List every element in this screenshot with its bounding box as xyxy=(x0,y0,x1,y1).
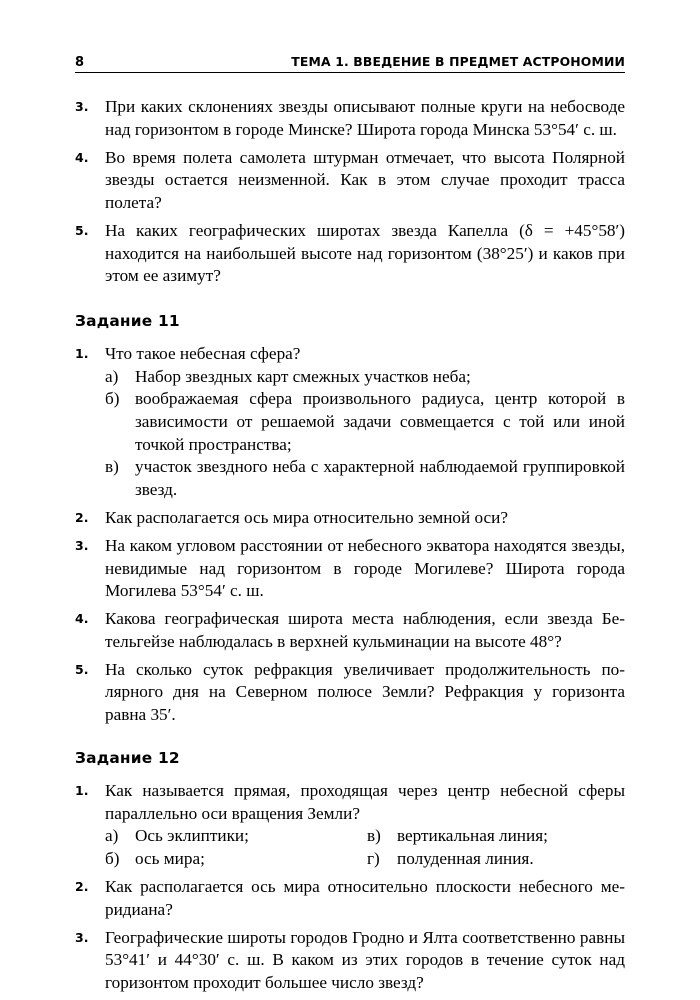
option-item xyxy=(105,456,625,501)
option-text: участок звездного неба с характерной наблюдаемой группировкой звезд. xyxy=(135,457,625,499)
option-list xyxy=(105,366,625,502)
question-item xyxy=(75,220,625,288)
question-number: 2. xyxy=(75,509,89,525)
option-item xyxy=(105,848,367,871)
option-letter: а) xyxy=(105,826,119,846)
question-number: 2. xyxy=(75,878,89,894)
question-item xyxy=(75,659,625,727)
running-head-title: ТЕМА 1. ВВЕДЕНИЕ В ПРЕДМЕТ АСТРОНОМИИ xyxy=(291,54,625,69)
running-head xyxy=(75,56,625,73)
option-text: вертикальная линия; xyxy=(397,826,548,846)
task-heading-12: Задание 12 xyxy=(75,748,180,767)
question-text: Как располагается ось мира относительно земной оси? xyxy=(105,507,509,527)
option-letter: б) xyxy=(105,389,120,409)
question-number: 3. xyxy=(75,929,89,945)
option-item xyxy=(105,825,367,848)
question-text: Как располагается ось мира относительно плоскости небесного меридиана? xyxy=(105,876,625,919)
option-letter: г) xyxy=(367,848,380,868)
question-number: 4. xyxy=(75,149,89,165)
question-text: При каких склонениях звезды описывают полные круги на небосводе над горизонтом в городе Минске? Широта города Минска 53°54′ с. ш. xyxy=(105,97,625,139)
option-text: воображаемая сфера произвольного радиуса, центр которой в зависимости от решаемой задачи совмещается с той или иной точкой пространства; xyxy=(135,389,625,454)
option-text: Ось эклиптики; xyxy=(135,826,249,846)
question-item xyxy=(75,608,625,653)
question-item xyxy=(75,535,625,603)
task-heading-11: Задание 11 xyxy=(75,311,180,330)
question-number: 5. xyxy=(75,222,89,238)
question-number: 3. xyxy=(75,99,89,114)
question-number: 1. xyxy=(75,783,89,799)
question-item xyxy=(75,780,625,870)
option-letter: а) xyxy=(105,366,119,386)
question-number: 5. xyxy=(75,661,89,677)
option-text: полуденная линия. xyxy=(397,848,534,868)
question-item xyxy=(75,876,625,921)
question-list-task-12 xyxy=(75,780,625,994)
question-number: 4. xyxy=(75,611,89,627)
question-number: 3. xyxy=(75,537,89,553)
question-text: Что такое небесная сфера? xyxy=(105,344,301,364)
question-item xyxy=(75,343,625,501)
page-number: 8 xyxy=(75,55,85,70)
option-grid xyxy=(105,825,625,870)
question-item xyxy=(75,507,625,530)
option-item xyxy=(105,366,625,389)
question-text: Географические широты городов Гродно и Ялта соответственно равны 53°41′ и 44°30′ с. ш. В каком из этих городов в течение суток над горизонтом проходит большее число звезд? xyxy=(105,927,625,992)
option-text: ось мира; xyxy=(135,848,205,868)
option-letter: в) xyxy=(367,826,381,846)
question-text: На сколько суток рефракция увеличивает продолжительность полярного дня на Северном полюсе Земли? Рефракция у горизонта равна 35′. xyxy=(105,659,625,725)
question-text: Во время полета самолета штурман отмечает, что высота Полярной звезды остается неизменной. Как в этом случае проходит трасса полета? xyxy=(105,147,625,212)
question-text: На каких географических широтах звезда Капелла (δ = +45°58′) находится на наибольшей высоте над горизонтом (38°25′) и каков при этом ее азимут? xyxy=(105,220,625,286)
question-item xyxy=(75,147,625,215)
option-item xyxy=(105,388,625,456)
question-text: Как называется прямая, проходящая через центр небесной сферы параллельно оси вращения Земли? xyxy=(105,781,625,823)
question-list-task-11 xyxy=(75,343,625,727)
question-item xyxy=(75,927,625,995)
body-column xyxy=(75,96,625,1000)
option-letter: б) xyxy=(105,848,120,868)
question-item xyxy=(75,96,625,141)
question-number: 1. xyxy=(75,346,89,362)
option-text: Набор звездных карт смежных участков неба; xyxy=(135,366,471,386)
question-list-continued xyxy=(75,96,625,288)
question-text: На каком угловом расстоянии от небесного экватора находятся звезды, невидимые над горизонтом в городе Могилеве? Широта города Могилева 53°54′ с. ш. xyxy=(105,535,625,601)
option-letter: в) xyxy=(105,457,119,477)
option-item xyxy=(367,848,625,871)
option-item xyxy=(367,825,625,848)
question-text: Какова географическая широта места наблюдения, если звезда Бетельгейзе наблюдалась в верхней кульминации на высоте 48°? xyxy=(105,609,625,651)
